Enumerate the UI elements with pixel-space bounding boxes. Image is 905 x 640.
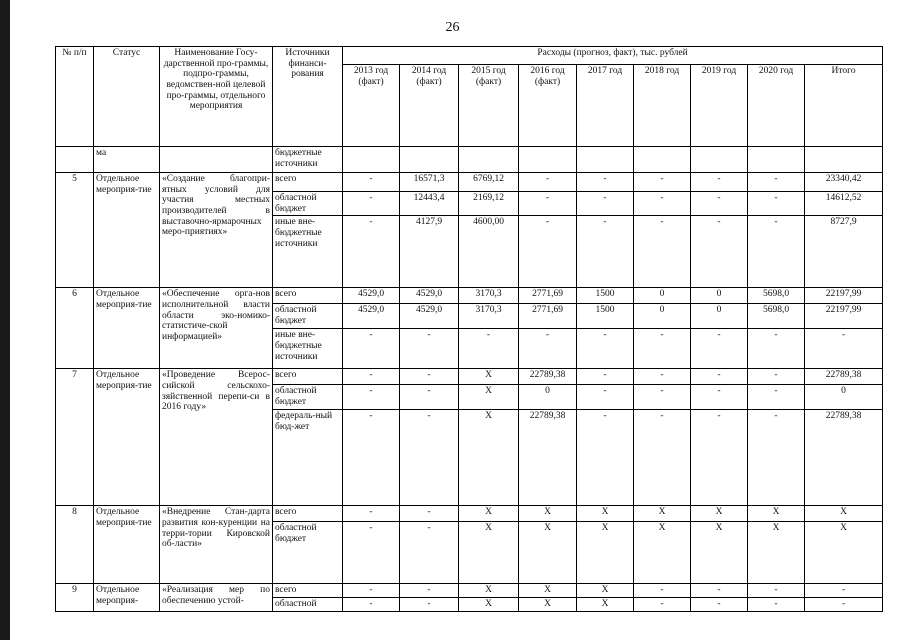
year-value: -: [400, 522, 459, 584]
year-value: X: [577, 598, 634, 612]
year-value: X: [459, 369, 519, 385]
row-measure-name: «Реализация мер по обеспечению устой-: [160, 584, 273, 612]
year-value: 2771,69: [519, 288, 577, 304]
year-value: X: [634, 506, 691, 522]
year-value: 4127,9: [400, 216, 459, 288]
total-value: 0: [805, 385, 883, 410]
year-value: 4600,00: [459, 216, 519, 288]
year-value: X: [459, 410, 519, 506]
year-value: X: [577, 584, 634, 598]
header-year: 2013 год (факт): [343, 65, 400, 147]
year-value: X: [459, 598, 519, 612]
row-measure-name: «Создание благопри-ятных условий для участия местных производителей в выставочно-ярмарочных меро-приятиях»: [160, 173, 273, 288]
year-value: 4529,0: [400, 288, 459, 304]
row-status: Отдельное мероприя-тие: [94, 369, 160, 506]
row-number: 9: [56, 584, 94, 612]
funding-source: областной бюджет: [273, 385, 343, 410]
year-value: 0: [634, 288, 691, 304]
funding-source: всего: [273, 288, 343, 304]
year-value: 2169,12: [459, 192, 519, 216]
header-year: 2020 год: [748, 65, 805, 147]
row-status: Отдельное мероприя-тие: [94, 173, 160, 288]
table-row: [56, 584, 883, 598]
year-value: -: [343, 329, 400, 369]
total-value: 22197,99: [805, 288, 883, 304]
funding-source: федераль-ный бюд-жет: [273, 410, 343, 506]
year-value: -: [691, 598, 748, 612]
year-value: -: [634, 192, 691, 216]
year-value: -: [400, 410, 459, 506]
header-year: 2014 год (факт): [400, 65, 459, 147]
year-value: X: [577, 522, 634, 584]
header-num: № п/п: [56, 47, 94, 147]
year-value: -: [577, 329, 634, 369]
year-value: -: [691, 216, 748, 288]
year-value: 4529,0: [400, 304, 459, 329]
year-value: X: [519, 506, 577, 522]
year-value: -: [748, 216, 805, 288]
year-value: 16571,3: [400, 173, 459, 192]
year-value: -: [343, 385, 400, 410]
year-value: 0: [634, 304, 691, 329]
total-value: 22197,99: [805, 304, 883, 329]
expenses-table: [55, 46, 883, 612]
year-value: 5698,0: [748, 288, 805, 304]
header-expenses: Расходы (прогноз, факт), тыс. рублей: [343, 47, 883, 65]
year-value: -: [748, 329, 805, 369]
total-value: 22789,38: [805, 410, 883, 506]
year-value: X: [748, 506, 805, 522]
cont-num: [56, 147, 94, 173]
funding-source: областной бюджет: [273, 304, 343, 329]
year-value: X: [577, 506, 634, 522]
year-value: -: [343, 369, 400, 385]
total-value: 8727,9: [805, 216, 883, 288]
funding-source: областной бюджет: [273, 192, 343, 216]
header-source: Источники финанси-рования: [273, 47, 343, 147]
year-value: -: [400, 329, 459, 369]
year-value: 22789,38: [519, 369, 577, 385]
year-value: -: [691, 410, 748, 506]
year-value: -: [577, 369, 634, 385]
table-body: [56, 47, 883, 612]
table-row: [56, 288, 883, 304]
row-measure-name: «Внедрение Стан-дарта развития кон-куренции на терри-тории Кировской об-ласти»: [160, 506, 273, 584]
header-year: 2015 год (факт): [459, 65, 519, 147]
header-year: 2018 год: [634, 65, 691, 147]
year-value: -: [577, 216, 634, 288]
row-measure-name: «Проведение Всерос-сийской сельскохо-зяйственной перепи-си в 2016 году»: [160, 369, 273, 506]
year-value: X: [519, 584, 577, 598]
year-value: -: [577, 385, 634, 410]
funding-source: всего: [273, 369, 343, 385]
year-value: -: [519, 329, 577, 369]
year-value: -: [519, 192, 577, 216]
year-value: -: [634, 329, 691, 369]
year-value: 6769,12: [459, 173, 519, 192]
year-value: 22789,38: [519, 410, 577, 506]
year-value: -: [400, 369, 459, 385]
funding-source: иные вне-бюджетные источники: [273, 216, 343, 288]
scan-binding-edge: [0, 0, 10, 640]
year-value: -: [400, 598, 459, 612]
year-value: 3170,3: [459, 288, 519, 304]
year-value: -: [748, 385, 805, 410]
total-value: X: [805, 506, 883, 522]
year-value: -: [748, 192, 805, 216]
table-row: [56, 506, 883, 522]
total-value: 14612,52: [805, 192, 883, 216]
year-value: -: [343, 506, 400, 522]
year-value: X: [634, 522, 691, 584]
year-value: -: [748, 173, 805, 192]
cont-name: [160, 147, 273, 173]
year-value: -: [343, 173, 400, 192]
year-value: 3170,3: [459, 304, 519, 329]
year-value: 0: [519, 385, 577, 410]
row-number: 6: [56, 288, 94, 369]
funding-source: областной бюджет: [273, 522, 343, 584]
year-value: -: [634, 216, 691, 288]
year-value: X: [459, 522, 519, 584]
year-value: -: [343, 584, 400, 598]
year-value: -: [343, 598, 400, 612]
year-value: 1500: [577, 304, 634, 329]
header-total: Итого: [805, 65, 883, 147]
row-number: 7: [56, 369, 94, 506]
year-value: -: [519, 216, 577, 288]
header-row-1: [56, 47, 883, 65]
total-value: -: [805, 329, 883, 369]
page-number: 26: [445, 20, 460, 35]
year-value: X: [519, 522, 577, 584]
year-value: X: [748, 522, 805, 584]
continuation-row: [56, 147, 883, 173]
year-value: -: [634, 369, 691, 385]
year-value: -: [634, 410, 691, 506]
header-status: Статус: [94, 47, 160, 147]
year-value: -: [343, 192, 400, 216]
funding-source: иные вне-бюджетные источники: [273, 329, 343, 369]
year-value: -: [634, 598, 691, 612]
year-value: X: [459, 506, 519, 522]
funding-source: всего: [273, 506, 343, 522]
total-value: 22789,38: [805, 369, 883, 385]
year-value: -: [400, 584, 459, 598]
total-value: -: [805, 598, 883, 612]
year-value: -: [343, 216, 400, 288]
year-value: -: [459, 329, 519, 369]
funding-source: всего: [273, 173, 343, 192]
year-value: -: [691, 329, 748, 369]
header-year: 2019 год: [691, 65, 748, 147]
year-value: -: [748, 369, 805, 385]
funding-source: областной: [273, 598, 343, 612]
year-value: 1500: [577, 288, 634, 304]
header-name: Наименование Госу-дарственной про-граммы, подпро-граммы, ведомствен-ной целевой про-граммы, отдельного мероприятия: [160, 47, 273, 147]
year-value: 0: [691, 304, 748, 329]
year-value: 12443,4: [400, 192, 459, 216]
funding-source: всего: [273, 584, 343, 598]
table-row: [56, 173, 883, 192]
year-value: -: [748, 598, 805, 612]
year-value: -: [634, 584, 691, 598]
cont-source: бюджетные источники: [273, 147, 343, 173]
year-value: 4529,0: [343, 288, 400, 304]
year-value: -: [577, 173, 634, 192]
year-value: -: [691, 173, 748, 192]
total-value: X: [805, 522, 883, 584]
year-value: -: [634, 385, 691, 410]
year-value: X: [459, 385, 519, 410]
year-value: -: [691, 192, 748, 216]
year-value: -: [691, 385, 748, 410]
year-value: -: [519, 173, 577, 192]
year-value: 2771,69: [519, 304, 577, 329]
table-row: [56, 369, 883, 385]
row-status: Отдельное мероприя-: [94, 584, 160, 612]
year-value: -: [634, 173, 691, 192]
row-number: 5: [56, 173, 94, 288]
year-value: -: [691, 369, 748, 385]
year-value: -: [748, 410, 805, 506]
year-value: X: [459, 584, 519, 598]
row-status: Отдельное мероприя-тие: [94, 288, 160, 369]
total-value: 23340,42: [805, 173, 883, 192]
year-value: -: [577, 192, 634, 216]
year-value: -: [343, 410, 400, 506]
row-measure-name: «Обеспечение орга-нов исполнительной власти области эко-номико-статистиче-ской информацией»: [160, 288, 273, 369]
year-value: X: [691, 522, 748, 584]
year-value: -: [577, 410, 634, 506]
year-value: -: [343, 522, 400, 584]
year-value: 0: [691, 288, 748, 304]
row-number: 8: [56, 506, 94, 584]
year-value: 5698,0: [748, 304, 805, 329]
year-value: X: [691, 506, 748, 522]
total-value: -: [805, 584, 883, 598]
year-value: -: [748, 584, 805, 598]
year-value: 4529,0: [343, 304, 400, 329]
cont-status: ма: [94, 147, 160, 173]
header-year: 2016 год (факт): [519, 65, 577, 147]
header-year: 2017 год: [577, 65, 634, 147]
year-value: -: [400, 506, 459, 522]
year-value: -: [691, 584, 748, 598]
row-status: Отдельное мероприя-тие: [94, 506, 160, 584]
year-value: -: [400, 385, 459, 410]
year-value: X: [519, 598, 577, 612]
